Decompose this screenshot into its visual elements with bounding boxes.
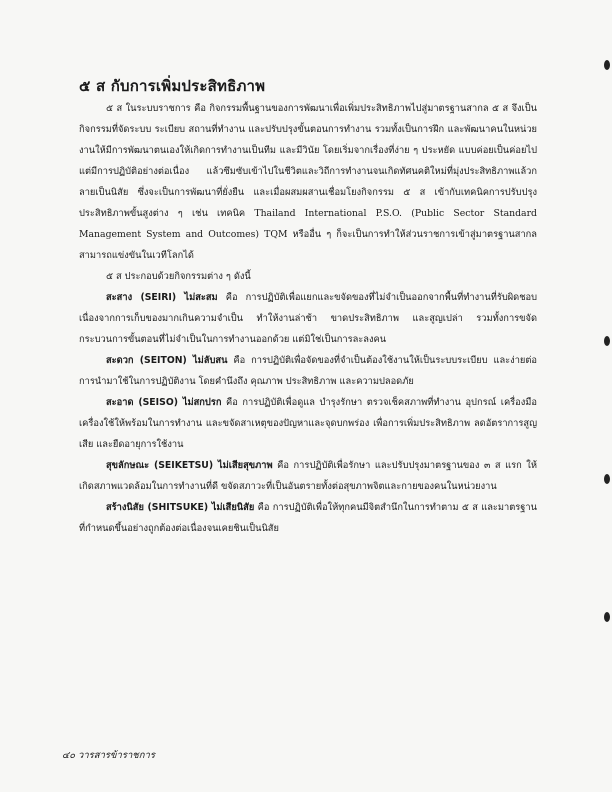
item-term: สะอาด (SEISO) ไม่สกปรก [106,397,222,408]
item-text: คือ การปฏิบัติเพื่อให้ทุกคนมีจิตสำนึกในการทำตาม ๕ ส และมาตรฐานที่กำหนดขึ้นอย่างถูกต้องต่อเนื่องจนเคยชินเป็นนิสัย [79,502,537,534]
item-paragraph-seiri [79,287,537,350]
body-text [79,98,537,539]
item-term: สร้างนิสัย (SHITSUKE) ไม่เสียนิสัย [106,502,255,513]
item-paragraph-shitsuke [79,497,537,539]
item-paragraph-seiton [79,350,537,392]
item-text: คือ การปฏิบัติเพื่อรักษา และปรับปรุงมาตรฐานของ ๓ ส แรก ให้เกิดสภาพแวดล้อมในการทำงานที่ดี ขจัดสภาวะที่เป็นอันตรายทั้งต่อสุขภาพจิตและกายของคนในหน่วยงาน [79,460,537,492]
item-text: คือ การปฏิบัติเพื่อจัดของที่จำเป็นต้องใช้งานให้เป็นระบบระเบียบ และง่ายต่อการนำมาใช้ในการปฏิบัติงาน โดยคำนึงถึง คุณภาพ ประสิทธิภาพ และความปลอดภัย [79,355,537,387]
item-text: คือ การปฏิบัติเพื่อดูแล บำรุงรักษา ตรวจเช็คสภาพที่ทำงาน อุปกรณ์ เครื่องมือเครื่องใช้ให้พร้อมในการทำงาน และขจัดสาเหตุของปัญหาและจุดบกพร่อง เพื่อการเพิ่มประสิทธิภาพ ลดอัตราการสูญเสีย และยืดอายุการใช้งาน [79,397,538,450]
binding-hole-mark [604,60,610,70]
section-heading: ๕ ส กับการเพิ่มประสิทธิภาพ [79,77,266,95]
binding-hole-mark [604,336,610,346]
binding-hole-mark [604,612,610,622]
lead-in-paragraph: ๕ ส ประกอบด้วยกิจกรรมต่าง ๆ ดังนี้ [106,271,251,282]
item-text: คือ การปฏิบัติเพื่อแยกและขจัดของที่ไม่จำเป็นออกจากพื้นที่ทำงานที่รับผิดชอบ เนื่องจากการเก็บของมากเกินความจำเป็น ทำให้งานล่าช้า ขาดประสิทธิภาพ และสูญเปล่า รวมทั้งการขจัดกระบวนการขั้นตอนที่ไม่จำเป็นในการทำงานออกด้วย แต่มิใช่เป็นการละลงคน [79,292,537,345]
page-footer: ๔๐ วารสารข้าราชการ [62,750,155,761]
binding-hole-mark [604,474,610,484]
intro-paragraph: ๕ ส ในระบบราชการ คือ กิจกรรมพื้นฐานของการพัฒนาเพื่อเพิ่มประสิทธิภาพไปสู่มาตรฐานสากล ๕ ส จึงเป็นกิจกรรมที่จัดระบบ ระเบียบ สถานที่ทำงาน และปรับปรุงขั้นตอนการทำงาน รวมทั้งเป็นการฝึก และพัฒนาคนในหน่วยงานให้มีการพัฒนาตนเองให้เกิดการทำงานเป็นทีม และมีวินัย โดยเริ่มจากเรื่องที่ง่าย ๆ ประหยัด แบบค่อยเป็นค่อยไป แต่มีการปฏิบัติอย่างต่อเนื่อง แล้วซึมซับเข้าไปในชีวิตและวิถีการทำงานจนเกิดทัศนคติใหม่ที่มุ่งประสิทธิภาพแล้วกลายเป็นนิสัย ซึ่งจะเป็นการพัฒนาที่ยั่งยืน และเมื่อผสมผสานเชื่อมโยงกิจกรรม ๕ ส เข้ากับเทคนิคการปรับปรุงประสิทธิภาพขั้นสูงต่าง ๆ เช่น เทคนิค Thailand International P.S.O. (Public Sector Standard Management System and Outcomes) TQM หรืออื่น ๆ ก็จะเป็นการทำให้ส่วนราชการเข้าสู่มาตรฐานสากล สามารถแข่งขันในเวทีโลกได้ [79,103,537,261]
item-paragraph-seiso [79,392,537,455]
item-term: สุขลักษณะ (SEIKETSU) ไม่เสียสุขภาพ [106,460,273,471]
item-paragraph-seiketsu [79,455,537,497]
item-term: สะดวก (SEITON) ไม่ลับสน [106,355,228,366]
item-term: สะสาง (SEIRI) ไม่สะสม [106,292,218,303]
